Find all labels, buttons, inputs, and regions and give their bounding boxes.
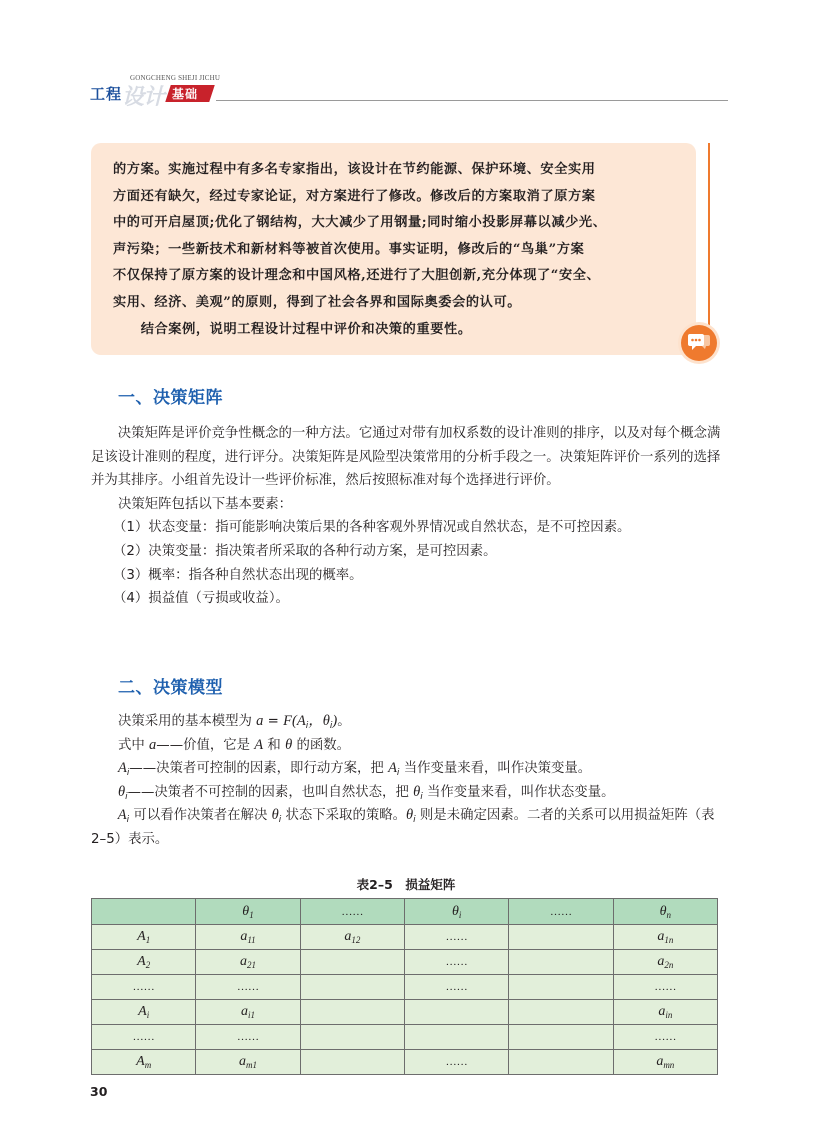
cell-symbol: a <box>344 929 352 944</box>
case-side-rule <box>708 143 710 333</box>
table-cell <box>92 950 196 975</box>
cell-symbol: θ <box>242 903 250 919</box>
header-rule <box>216 100 728 101</box>
cell-symbol: A <box>138 1004 147 1019</box>
cell-symbol: a <box>240 1004 248 1019</box>
cell-subscript: 12 <box>351 935 361 945</box>
ai-definition-line: $A_i——$决策者可控制的因素，即行动方案，把 $A_i$ 当作变量来看，叫作决策变量。 <box>118 760 592 779</box>
cell-subscript: 2n <box>664 960 674 970</box>
ellipsis: …… <box>445 1056 468 1068</box>
cell-symbol: a <box>657 929 665 944</box>
table-cell <box>404 975 508 1000</box>
cell-symbol: a <box>238 1054 246 1069</box>
table-cell <box>509 1050 613 1075</box>
cell-subscript: 1 <box>145 935 151 945</box>
case-line: 不仅保持了原方案的设计理念和中国风格,还进行了大胆创新,充分体现了“安全、 <box>113 268 601 284</box>
cell-subscript: i <box>146 1010 150 1020</box>
logo-ghost-text: 设计 <box>122 85 165 110</box>
section1-paragraph-block <box>91 422 721 611</box>
ellipsis: …… <box>341 905 364 918</box>
logo-pinyin: GONGCHENG SHEJI JICHU <box>130 74 221 82</box>
cell-symbol: A <box>136 1054 145 1069</box>
table-cell <box>92 1025 196 1050</box>
table-cell <box>509 975 613 1000</box>
table-row <box>92 1025 718 1050</box>
cell-subscript: m1 <box>245 1060 257 1070</box>
table-cell <box>300 975 404 1000</box>
section2-paragraph-block <box>91 710 721 852</box>
ellipsis: …… <box>132 981 155 993</box>
cell-symbol: θ <box>451 903 459 919</box>
table-body <box>92 925 718 1075</box>
table-header-row <box>92 899 718 925</box>
header-cell <box>92 899 196 925</box>
ellipsis: …… <box>445 956 468 968</box>
theta-definition-line: $\theta_i——$决策者不可控制的因素，也叫自然状态，把 $\theta_i$ 当作变量来看，叫作状态变量。 <box>118 783 615 802</box>
table-cell <box>404 1025 508 1050</box>
payoff-matrix-table <box>91 898 718 1075</box>
table-cell <box>92 1000 196 1025</box>
cell-symbol: a <box>240 929 248 944</box>
ellipsis: …… <box>445 981 468 993</box>
ellipsis: …… <box>236 981 259 993</box>
table-cell <box>196 1050 300 1075</box>
case-study-text <box>113 157 681 343</box>
table-row <box>92 1000 718 1025</box>
ellipsis: …… <box>654 981 677 993</box>
section1-paragraph: 决策矩阵是评价竞争性概念的一种方法。它通过对带有加权系数的设计准则的排序，以及对每个概念满足该设计准则的程度，进行评分。决策矩阵是风险型决策常用的分析手段之一。决策矩阵评价一系列的选择并为其排序。小组首先设计一些评价标准，然后按照标准对每个选择进行评价。 <box>91 426 721 489</box>
cell-symbol: θ <box>659 903 667 919</box>
cell-symbol: A <box>137 954 146 969</box>
table-cell <box>613 925 717 950</box>
cell-subscript: 21 <box>246 960 256 970</box>
cell-subscript: 1 <box>249 909 254 920</box>
element-item: （3）概率：指各种自然状态出现的概率。 <box>113 567 363 583</box>
case-line: 的方案。实施过程中有多名专家指出，该设计在节约能源、保护环境、安全实用 <box>113 162 596 177</box>
ellipsis: …… <box>132 1031 155 1043</box>
table-cell <box>509 950 613 975</box>
table-cell <box>300 1025 404 1050</box>
section1-intro: 决策矩阵包括以下基本要素： <box>118 496 293 512</box>
case-line: 实用、经济、美观”的原则，得到了社会各界和国际奥委会的认可。 <box>113 294 522 310</box>
table-cell <box>613 975 717 1000</box>
cell-subscript: mn <box>663 1060 675 1070</box>
ellipsis: …… <box>445 931 468 943</box>
table-cell <box>196 975 300 1000</box>
cell-subscript: n <box>666 909 672 920</box>
cell-symbol: a <box>656 1054 664 1069</box>
table-caption: 表2–5 损益矩阵 <box>356 877 456 892</box>
ellipsis: …… <box>654 1031 677 1043</box>
table-cell <box>613 1000 717 1025</box>
table-cell <box>509 925 613 950</box>
table-cell <box>300 1050 404 1075</box>
model-formula-line: 决策采用的基本模型为 $a = F(A_i$，$\theta_i$)。 <box>118 713 351 731</box>
table-cell <box>196 1000 300 1025</box>
table-cell <box>196 925 300 950</box>
discussion-chat-icon <box>681 325 717 361</box>
table-cell <box>613 1050 717 1075</box>
cell-subscript: i1 <box>247 1010 255 1020</box>
table-cell <box>92 1050 196 1075</box>
cell-symbol: A <box>137 929 146 944</box>
table-cell <box>196 950 300 975</box>
cell-subscript: 1n <box>664 935 674 945</box>
table-cell <box>509 1025 613 1050</box>
table-cell <box>404 1000 508 1025</box>
element-item: （1）状态变量：指可能影响决策后果的各种客观外界情况或自然状态，是不可控因素。 <box>113 520 631 536</box>
header-cell <box>404 899 508 925</box>
cell-subscript: i <box>458 909 462 920</box>
table-cell <box>509 1000 613 1025</box>
running-header <box>88 74 728 110</box>
header-cell <box>613 899 717 925</box>
table-cell <box>196 1025 300 1050</box>
case-question: 结合案例，说明工程设计过程中评价和决策的重要性。 <box>140 321 472 337</box>
ellipsis: …… <box>236 1031 259 1043</box>
cell-symbol: a <box>658 1004 666 1019</box>
cell-subscript: 11 <box>247 935 256 945</box>
page-number: 30 <box>90 1084 108 1099</box>
where-line: 式中 a——价值，它是 A 和 θ 的函数。 <box>118 736 351 753</box>
section-heading-decision-matrix: 一、决策矩阵 <box>118 388 223 408</box>
cell-subscript: m <box>144 1060 152 1070</box>
header-cell <box>509 899 613 925</box>
header-cell <box>196 899 300 925</box>
cell-symbol: a <box>657 954 665 969</box>
table-cell <box>613 1025 717 1050</box>
case-line: 中的可开启屋顶;优化了钢结构，大大减少了用钢量;同时缩小投影屏幕以减少光、 <box>113 215 607 231</box>
section-heading-decision-model: 二、决策模型 <box>118 678 223 698</box>
header-cell <box>300 899 404 925</box>
table-row <box>92 1050 718 1075</box>
table-cell <box>92 925 196 950</box>
case-study-box <box>91 143 696 355</box>
cell-symbol: a <box>239 954 247 969</box>
table-row <box>92 950 718 975</box>
cell-subscript: 2 <box>145 960 151 970</box>
table-cell <box>404 1050 508 1075</box>
table-row <box>92 925 718 950</box>
table-cell <box>300 1000 404 1025</box>
cell-subscript: in <box>665 1010 673 1020</box>
element-item: （4）损益值（亏损或收益）。 <box>113 591 289 607</box>
relationship-paragraph: $A_i$ 可以看作决策者在解决 $\theta_i$ 状态下采取的策略。$\theta_i$ 则是未确定因素。二者的关系可以用损益矩阵（表 2–5）表示。 <box>91 807 715 847</box>
element-item: （2）决策变量：指决策者所采取的各种行动方案，是可控因素。 <box>113 543 497 559</box>
table-cell <box>404 950 508 975</box>
logo-red-text: 基础 <box>172 87 199 101</box>
case-line: 方面还有缺欠，经过专家论证，对方案进行了修改。修改后的方案取消了原方案 <box>113 188 596 204</box>
table-cell <box>300 950 404 975</box>
table-cell <box>613 950 717 975</box>
logo-main-text: 工程 <box>90 85 123 103</box>
table-cell <box>300 925 404 950</box>
ellipsis: …… <box>549 905 572 918</box>
table-cell <box>404 925 508 950</box>
table-row <box>92 975 718 1000</box>
case-line: 声污染；一些新技术和新材料等被首次使用。事实证明，修改后的“鸟巢”方案 <box>113 241 585 257</box>
table-cell <box>92 975 196 1000</box>
